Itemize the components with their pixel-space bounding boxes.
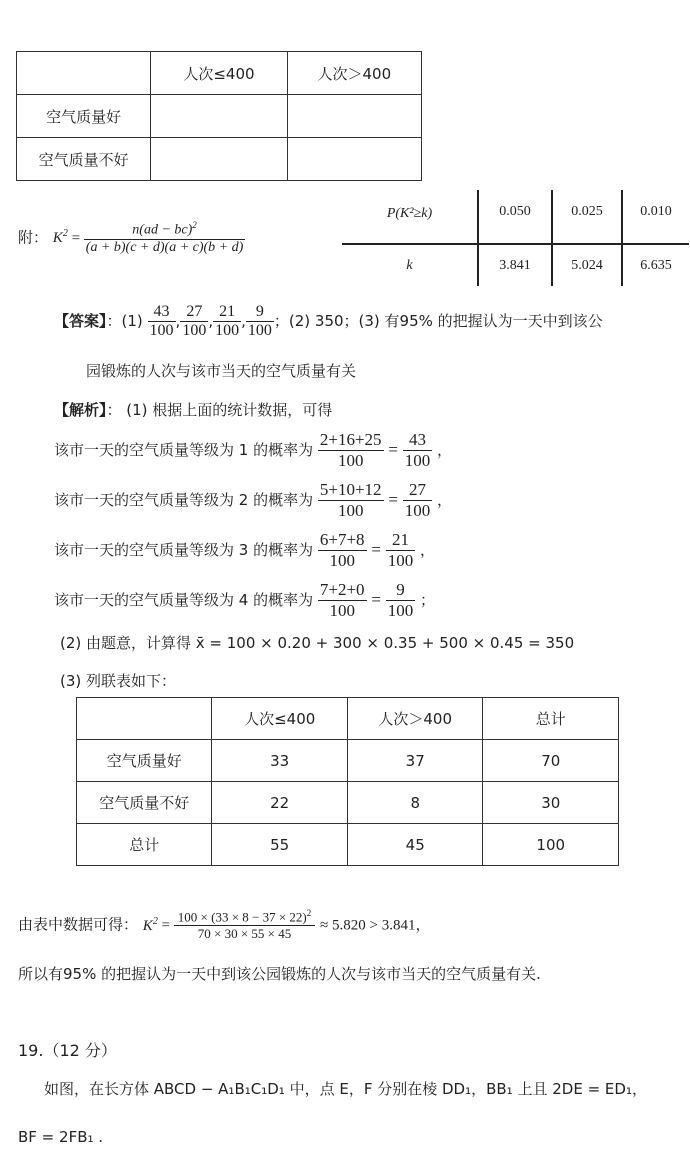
table-cell bbox=[77, 698, 212, 740]
row-label: 总计 bbox=[77, 824, 212, 866]
table-header-cell: 总计 bbox=[483, 698, 619, 740]
table-row bbox=[17, 95, 422, 138]
k2-calculation: 由表中数据可得： $K^2$ = $\frac{100 \times (33 \times 8 - 37 \times 22)^2}{70 \times 30 \times 55 \times 45}$ ≈ 5.820 > 3.841， bbox=[18, 908, 431, 942]
table-row bbox=[77, 824, 619, 866]
table-row bbox=[77, 740, 619, 782]
k2-fraction: $\frac{n(ad - bc)^2}{(a + b)(c + d)(a + c)(b + d)}$ bbox=[85, 220, 244, 255]
blank-contingency-table bbox=[16, 51, 422, 181]
table-cell bbox=[287, 138, 421, 181]
k-value: 3.841 bbox=[499, 258, 531, 273]
table-cell: 30 bbox=[483, 782, 619, 824]
appendix-label: 附： bbox=[18, 228, 49, 247]
row-label: 空气质量不好 bbox=[17, 138, 151, 181]
answer-tag: 【答案】 bbox=[54, 312, 107, 330]
table-header-cell: 人次＞400 bbox=[287, 52, 421, 95]
probability-line-1: 该市一天的空气质量等级为 1 的概率为 $\frac{2+16+25}{100}$ = $\frac{43}{100}$ ， bbox=[54, 430, 453, 470]
table-cell: 8 bbox=[347, 782, 483, 824]
row-label: 空气质量好 bbox=[17, 95, 151, 138]
table-header-cell: 人次≤400 bbox=[151, 52, 287, 95]
table-header-cell: 人次＞400 bbox=[347, 698, 483, 740]
k-row-label: k bbox=[406, 258, 413, 273]
p-value: 0.050 bbox=[499, 204, 531, 219]
answer-fraction: $\frac{43}{100}$ bbox=[149, 303, 174, 339]
probability-line-3: 该市一天的空气质量等级为 3 的概率为 $\frac{6+7+8}{100}$ = $\frac{21}{100}$ ， bbox=[54, 530, 436, 570]
table-row bbox=[77, 782, 619, 824]
answer-fraction: $\frac{27}{100}$ bbox=[182, 303, 207, 339]
probability-line-2: 该市一天的空气质量等级为 2 的概率为 $\frac{5+10+12}{100}$ = $\frac{27}{100}$ ， bbox=[54, 480, 453, 520]
k2-symbol: $K^2$ bbox=[52, 228, 68, 247]
contingency-table bbox=[76, 697, 619, 866]
table-cell: 70 bbox=[483, 740, 619, 782]
table-cell: 33 bbox=[212, 740, 348, 782]
p-value: 0.025 bbox=[571, 204, 603, 219]
table-header-row bbox=[17, 52, 422, 95]
answer-fraction: $\frac{21}{100}$ bbox=[215, 303, 240, 339]
divider bbox=[342, 243, 689, 245]
table-row bbox=[17, 138, 422, 181]
table-intro: (3) 列联表如下： bbox=[60, 672, 177, 690]
k-value: 6.635 bbox=[640, 258, 672, 273]
critical-value-table bbox=[342, 190, 689, 286]
table-cell bbox=[287, 95, 421, 138]
table-header-cell: 人次≤400 bbox=[212, 698, 348, 740]
k-value: 5.024 bbox=[571, 258, 603, 273]
answer-line: 【答案】：(1) $\frac{43}{100}$ , $\frac{27}{100}$ , $\frac{21}{100}$ , $\frac{9}{100}$ ；(2) 350；(3) 有95% 的把握认为一天中到该公 bbox=[54, 303, 603, 339]
conclusion-text: 所以有95% 的把握认为一天中到该公园锻炼的人次与该市当天的空气质量有关. bbox=[18, 965, 541, 983]
row-label: 空气质量不好 bbox=[77, 782, 212, 824]
table-cell: 45 bbox=[347, 824, 483, 866]
analysis-intro: 【解析】： (1) 根据上面的统计数据，可得 bbox=[54, 401, 333, 419]
answer-fraction: $\frac{9}{100}$ bbox=[247, 303, 272, 339]
p-value: 0.010 bbox=[640, 204, 672, 219]
table-cell bbox=[17, 52, 151, 95]
question-19-line-1: 如图，在长方体 ABCD − A₁B₁C₁D₁ 中，点 E，F 分别在棱 DD₁，BB₁ 上且 2DE = ED₁， bbox=[44, 1080, 647, 1098]
table-cell bbox=[151, 95, 287, 138]
question-19-line-2: BF = 2FB₁ . bbox=[18, 1128, 104, 1146]
row-label: 空气质量好 bbox=[77, 740, 212, 782]
table-cell bbox=[151, 138, 287, 181]
table-cell: 100 bbox=[483, 824, 619, 866]
table-cell: 37 bbox=[347, 740, 483, 782]
table-header-row bbox=[77, 698, 619, 740]
answer-line-2: 园锻炼的人次与该市当天的空气质量有关 bbox=[86, 362, 357, 380]
question-19-title: 19.（12 分） bbox=[18, 1041, 117, 1060]
probability-line-4: 该市一天的空气质量等级为 4 的概率为 $\frac{7+2+0}{100}$ = $\frac{9}{100}$ ； bbox=[54, 580, 436, 620]
table-cell: 22 bbox=[212, 782, 348, 824]
p-row-label: P(K²≥k) bbox=[386, 206, 433, 221]
table-cell: 55 bbox=[212, 824, 348, 866]
appendix-formula: 附： $K^2$ = $\frac{n(ad - bc)^2}{(a + b)(c + d)(a + c)(b + d)}$ bbox=[18, 220, 244, 255]
mean-calculation: (2) 由题意，计算得 x̄ = 100 × 0.20 + 300 × 0.35 + 500 × 0.45 = 350 bbox=[60, 634, 575, 652]
